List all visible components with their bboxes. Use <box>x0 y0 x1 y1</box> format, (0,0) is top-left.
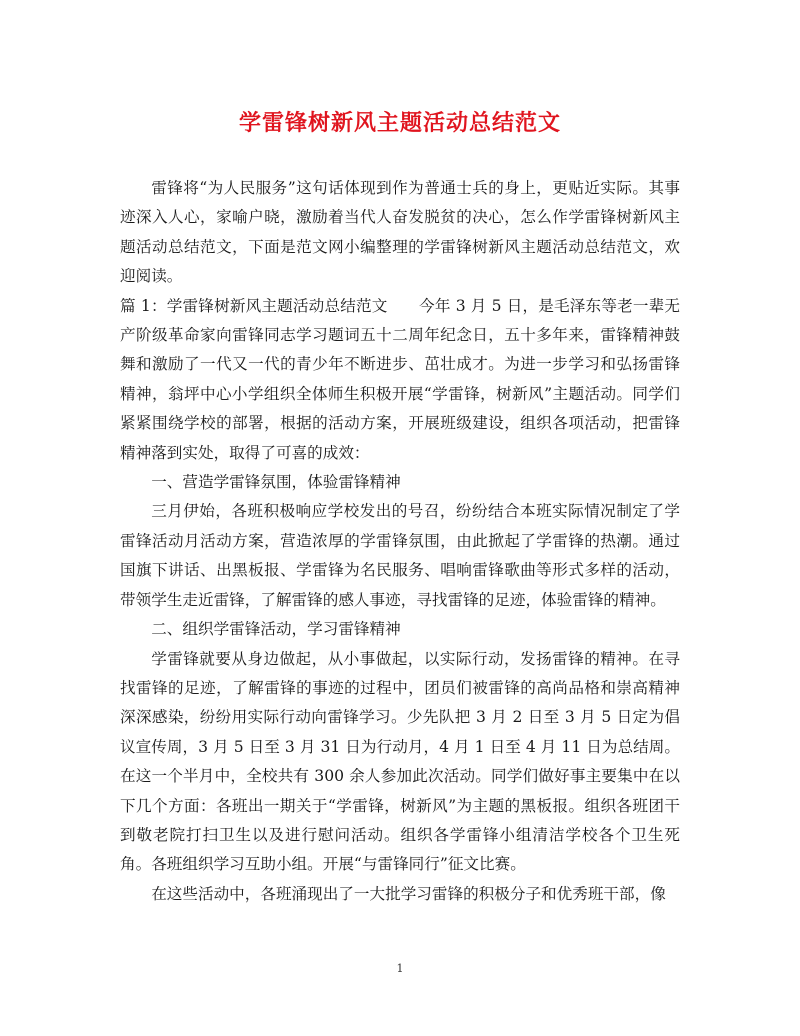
document-title: 学雷锋树新风主题活动总结范文 <box>238 110 561 136</box>
section-2-heading: 二、组织学雷锋活动，学习雷锋精神 <box>151 620 401 639</box>
section-1-paragraph: 三月伊始，各班积极响应学校发出的号召，纷纷结合本班实际情况制定了学雷锋活动月活动方案，营造浓厚的学雷锋氛围，由此掀起了学雷锋的热潮。通过国旗下讲话、出黑板报、学雷锋为名民服务、唱响雷锋歌曲等形式多样的活动，带领学生走近雷锋，了解雷锋的感人事迹，寻找雷锋的足迹，体验雷锋的精神。 <box>120 502 680 609</box>
page-number: 1 <box>396 962 404 975</box>
closing-paragraph: 在这些活动中，各班涌现出了一大批学习雷锋的积极分子和优秀班干部，像 <box>151 884 666 903</box>
document-body <box>120 174 680 909</box>
intro-paragraph: 雷锋将“为人民服务”这句话体现到作为普通士兵的身上，更贴近实际。其事迹深入人心，家喻户晓，激励着当代人奋发脱贫的决心，怎么作学雷锋树新风主题活动总结范文，下面是范文网小编整理的学雷锋树新风主题活动总结范文，欢迎阅读。 <box>120 179 680 286</box>
article-paragraph: 篇 1：学雷锋树新风主题活动总结范文 今年 3 月 5 日，是毛泽东等老一辈无产阶级革命家向雷锋同志学习题词五十二周年纪念日，五十多年来，雷锋精神鼓舞和激励了一代又一代的青少年不断进步、茁壮成才。为进一步学习和弘扬雷锋精神，翁坪中心小学组织全体师生积极开展“学雷锋，树新风”主题活动。同学们紧紧围绕学校的部署，根据的活动方案，开展班级建设，组织各项活动，把雷锋精神落到实处，取得了可喜的成效： <box>120 296 680 462</box>
section-2-paragraph: 学雷锋就要从身边做起，从小事做起，以实际行动，发扬雷锋的精神。在寻找雷锋的足迹，了解雷锋的事迹的过程中，团员们被雷锋的高尚品格和崇高精神深深感染，纷纷用实际行动向雷锋学习。少先队把 3 月 2 日至 3 月 5 日定为倡议宣传周，3 月 5 日至 3 月 31 日为行动月，4 月 1 日至 4 月 11 日为总结周。在这一个半月中，全校共有 300 余人参加此次活动。同学们做好事主要集中在以下几个方面：各班出一期关于“学雷锋，树新风”为主题的黑板报。组织各班团干到敬老院打扫卫生以及进行慰问活动。组织各学雷锋小组清洁学校各个卫生死角。各班组织学习互助小组。开展“与雷锋同行”征文比赛。 <box>120 649 680 874</box>
section-1-heading: 一、营造学雷锋氛围，体验雷锋精神 <box>151 473 401 492</box>
